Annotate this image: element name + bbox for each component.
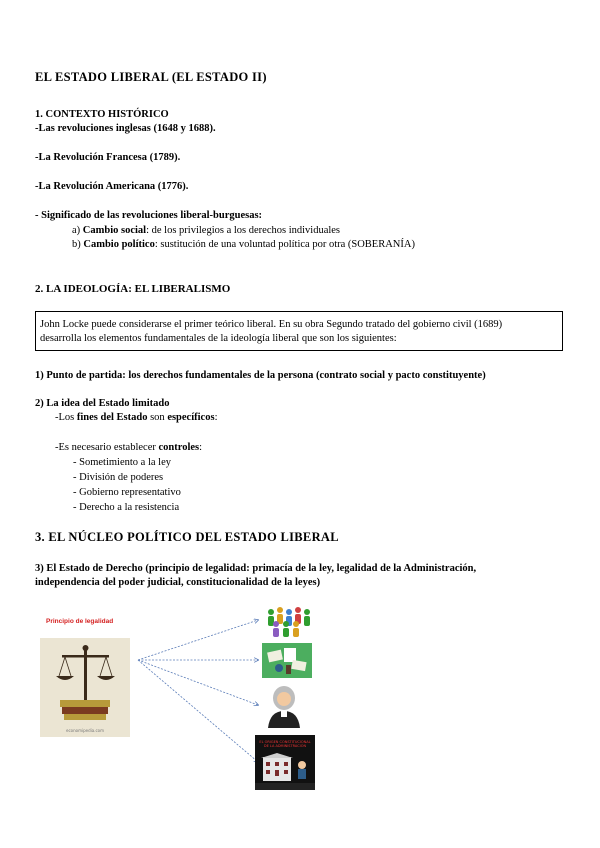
section1-item-english: -Las revoluciones inglesas (1648 y 1688). — [35, 123, 216, 134]
building-icon — [255, 753, 315, 790]
section1-significado: - Significado de las revoluciones liberal-burguesas: — [35, 210, 263, 221]
locke-text-line2: desarrolla los elementos fundamentales de la ideología liberal que son los siguientes: — [40, 333, 397, 344]
constitution-video-image — [255, 735, 315, 790]
people-crowd-image — [262, 604, 314, 638]
point3-line2: independencia del poder judicial, constitucionalidad de la leyes) — [35, 577, 321, 588]
locke-text-line1: John Locke puede considerarse el primer teórico liberal. En su obra Segundo tratado del gobierno civil (1689) — [40, 319, 503, 330]
item-b-rest: : sustitución de una voluntad política por otra (SOBERANÍA) — [154, 239, 415, 250]
fines-mid: son — [147, 412, 168, 423]
people-group-icon — [262, 604, 314, 638]
controles-post: : — [199, 442, 203, 453]
fines-bold2: específicos — [167, 412, 215, 423]
judge-icon — [262, 684, 306, 728]
controles-bold: controles — [158, 442, 200, 453]
legality-image-label: Principio de legalidad — [46, 618, 114, 625]
administration-image — [262, 643, 312, 678]
paperwork-icon — [262, 643, 312, 678]
item-a-rest: : de los privilegios a los derechos individuales — [146, 225, 341, 236]
judge-image — [262, 684, 306, 728]
section1-item-american: -La Revolución Americana (1776). — [35, 181, 189, 192]
item-a-bold: Cambio social — [82, 225, 147, 236]
item-b-marker: b) — [72, 239, 81, 250]
fines-post: : — [214, 412, 218, 423]
svg-text:economipedia.com: economipedia.com — [65, 728, 105, 733]
item-b-bold: Cambio político — [83, 239, 155, 250]
control-item: - Gobierno representativo — [73, 487, 181, 498]
point1: 1) Punto de partida: los derechos fundamentales de la persona (contrato social y pacto constituyente) — [35, 370, 486, 381]
section2-heading: 2. LA IDEOLOGÍA: EL LIBERALISMO — [35, 283, 231, 295]
section1-heading: 1. CONTEXTO HISTÓRICO — [35, 109, 169, 120]
fines-pre: -Los — [55, 412, 77, 423]
control-item: - División de poderes — [73, 472, 164, 483]
section3-heading: 3. EL NÚCLEO POLÍTICO DEL ESTADO LIBERAL — [35, 530, 339, 544]
control-item: - Sometimiento a la ley — [73, 457, 171, 468]
point2: 2) La idea del Estado limitado — [35, 398, 170, 409]
control-item: - Derecho a la resistencia — [73, 502, 180, 513]
point3-line1: 3) El Estado de Derecho (principio de legalidad: primacía de la ley, legalidad de la Administración, — [35, 563, 477, 574]
section1-item-french: -La Revolución Francesa (1789). — [35, 152, 181, 163]
fines-bold1: fines del Estado — [76, 412, 148, 423]
controles-pre: -Es necesario establecer — [55, 442, 159, 453]
item-a-marker: a) — [72, 225, 81, 236]
document-title: EL ESTADO LIBERAL (EL ESTADO II) — [35, 70, 267, 84]
video-caption: EL ORIGEN CONSTITUCIONAL DE LA ADMINISTRACIÓN — [259, 740, 311, 748]
